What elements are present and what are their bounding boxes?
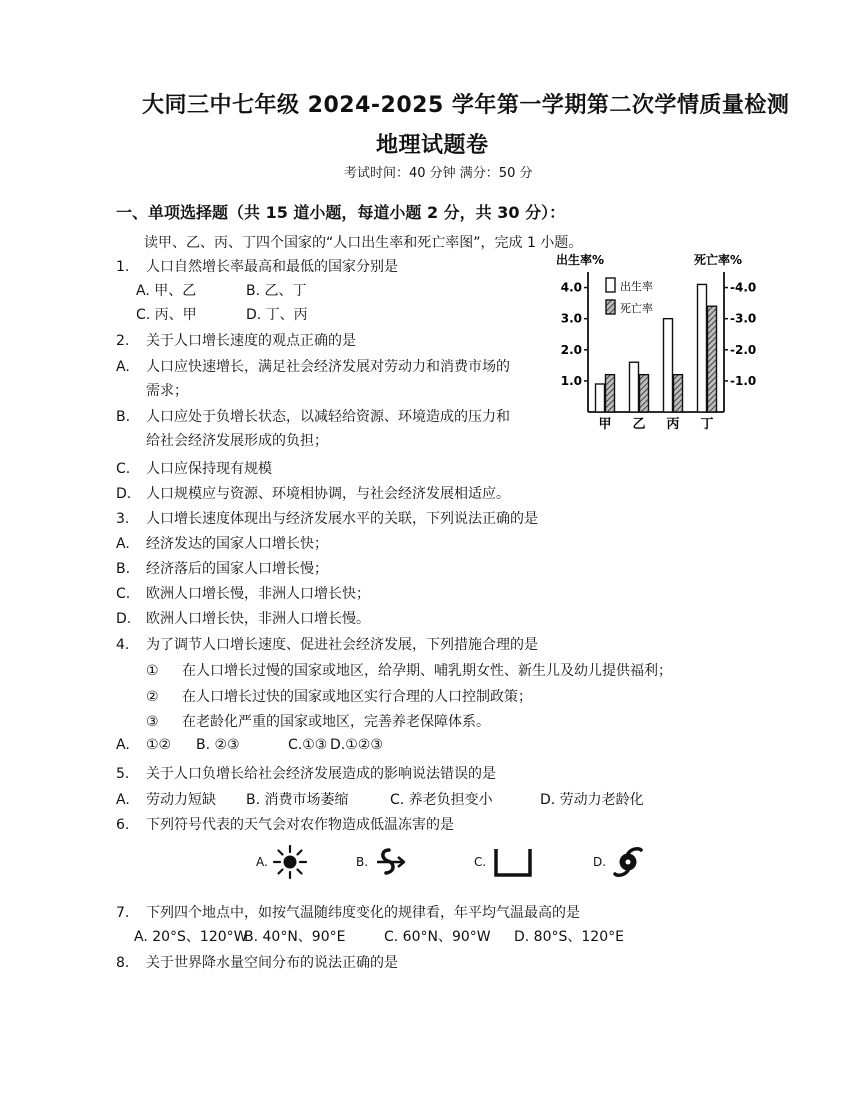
death-rate-bar	[708, 306, 717, 412]
option-text: 人口应保持现有规模	[146, 461, 272, 477]
symbol-label: D.	[593, 855, 607, 869]
option-label: C.	[116, 586, 131, 602]
option-text: ①②	[146, 737, 172, 753]
question-text: 关于人口增长速度的观点正确的是	[146, 333, 356, 349]
q3-option-c	[116, 583, 370, 603]
option-text: 欧洲人口增长快，非洲人口增长慢。	[146, 611, 370, 627]
q2-option-c	[116, 458, 272, 478]
section-heading: 一、单项选择题（共 15 道小题，每道小题 2 分，共 30 分）：	[116, 203, 566, 222]
q4-statement-1	[146, 660, 672, 680]
weather-symbol-c	[474, 845, 535, 879]
birth-rate-bar	[630, 362, 639, 412]
q2-option-a	[116, 356, 510, 376]
q7-option-d: D. 80°S、120°E	[514, 929, 624, 945]
statement-mark: ②	[146, 689, 159, 705]
symbol-label: A.	[256, 855, 268, 869]
q4-option-d: D.①②③	[330, 737, 383, 753]
q4-statement-3	[146, 711, 490, 731]
question-1	[116, 256, 398, 276]
question-6	[116, 814, 454, 834]
q4-option-b: B. ②③	[196, 737, 240, 753]
y-tick-label-left: 1.0	[560, 373, 582, 388]
birth-rate-bar	[664, 319, 673, 412]
birth-death-rate-chart	[548, 250, 764, 436]
statement-text: 在人口增长过慢的国家或地区，给孕期、哺乳期女性、新生儿及幼儿提供福利；	[182, 663, 672, 679]
question-number: 1.	[116, 259, 130, 275]
option-text: 人口规模应与资源、环境相协调，与社会经济发展相适应。	[146, 486, 510, 502]
legend-label: 死亡率	[620, 302, 653, 315]
q5-option-b: B. 消费市场萎缩	[246, 792, 349, 808]
birth-rate-bar	[698, 284, 707, 412]
death-rate-bar	[674, 375, 683, 412]
statement-mark: ③	[146, 714, 159, 730]
x-tick-label: 丙	[666, 417, 680, 432]
weather-symbol-d	[593, 845, 645, 879]
y-tick-label-right: -4.0	[730, 280, 757, 295]
sandstorm-icon	[373, 845, 409, 879]
legend-swatch-death-rate	[606, 300, 615, 314]
q4-statement-2	[146, 686, 532, 706]
question-5	[116, 763, 496, 783]
option-text: 人口应处于负增长状态，以减轻给资源、环境造成的压力和	[146, 409, 510, 425]
q1-option-a: A. 甲、乙	[136, 283, 197, 299]
q7-option-b: B. 40°N、90°E	[244, 929, 346, 945]
question-7	[116, 902, 580, 922]
option-label: A.	[116, 536, 130, 552]
q7-option-c: C. 60°N、90°W	[384, 929, 491, 945]
q2-option-d	[116, 483, 510, 503]
question-2	[116, 330, 356, 350]
q2-option-b-cont: 给社会经济发展形成的负担；	[146, 433, 328, 449]
option-label: A.	[116, 792, 130, 808]
question-number: 6.	[116, 817, 130, 833]
x-tick-label: 丁	[700, 417, 714, 432]
death-rate-bar	[640, 375, 649, 412]
q1-option-c: C. 丙、甲	[136, 307, 197, 323]
question-text: 人口自然增长率最高和最低的国家分别是	[146, 259, 398, 275]
option-label: D.	[116, 486, 132, 502]
option-text: 劳动力短缺	[146, 792, 216, 808]
y-tick-label-left: 3.0	[560, 311, 582, 326]
death-rate-bar	[606, 375, 615, 412]
option-text: 经济落后的国家人口增长慢；	[146, 561, 328, 577]
question-3	[116, 508, 538, 528]
question-text: 下列四个地点中，如按气温随纬度变化的规律看，年平均气温最高的是	[146, 905, 580, 921]
question-4	[116, 634, 538, 654]
option-text: 经济发达的国家人口增长快；	[146, 536, 328, 552]
q1-option-d: D. 丁、丙	[246, 307, 308, 323]
q2-option-b	[116, 406, 510, 426]
symbol-label: C.	[474, 855, 487, 869]
legend-label: 出生率	[620, 280, 653, 293]
y-axis-label-left: 出生率%	[556, 253, 605, 267]
weather-symbol-a	[256, 845, 308, 879]
option-text: 人口应快速增长，满足社会经济发展对劳动力和消费市场的	[146, 359, 510, 375]
x-tick-label: 乙	[632, 417, 646, 432]
sun-icon	[272, 845, 308, 879]
q4-option-c: C.①③	[288, 737, 328, 753]
statement-text: 在人口增长过快的国家或地区实行合理的人口控制政策；	[182, 689, 532, 705]
question-number: 5.	[116, 766, 130, 782]
question-number: 3.	[116, 511, 130, 527]
q3-option-a	[116, 533, 328, 553]
y-tick-label-right: -3.0	[730, 311, 757, 326]
q3-option-b	[116, 558, 328, 578]
x-tick-label: 甲	[598, 417, 612, 432]
q4-option-a	[116, 737, 171, 753]
q2-option-a-cont: 需求；	[146, 383, 188, 399]
option-text: 欧洲人口增长慢，非洲人口增长快；	[146, 586, 370, 602]
question-text: 人口增长速度体现出与经济发展水平的关联，下列说法正确的是	[146, 511, 538, 527]
option-label: A.	[116, 359, 130, 375]
option-label: B.	[116, 409, 131, 425]
y-tick-label-right: -1.0	[730, 373, 757, 388]
exam-title-line2: 地理试题卷	[376, 133, 489, 158]
question-number: 4.	[116, 637, 130, 653]
question-text: 关于人口负增长给社会经济发展造成的影响说法错误的是	[146, 766, 496, 782]
q7-option-a: A. 20°S、120°W	[134, 929, 248, 945]
statement-text: 在老龄化严重的国家或地区，完善养老保障体系。	[182, 714, 490, 730]
question-8	[116, 952, 398, 972]
option-label: A.	[116, 737, 130, 753]
y-tick-label-left: 4.0	[560, 280, 582, 295]
weather-symbol-b	[356, 845, 409, 879]
option-label: B.	[116, 561, 131, 577]
exam-info: 考试时间：40 分钟 满分：50 分	[344, 166, 533, 181]
legend-swatch-birth-rate	[606, 278, 615, 292]
q5-option-c: C. 养老负担变小	[390, 792, 493, 808]
y-tick-label-right: -2.0	[730, 342, 757, 357]
q5-option-a	[116, 789, 216, 809]
option-label: C.	[116, 461, 131, 477]
option-label: D.	[116, 611, 132, 627]
question-text: 下列符号代表的天气会对农作物造成低温冻害的是	[146, 817, 454, 833]
cold-wave-icon	[491, 845, 535, 879]
y-tick-label-left: 2.0	[560, 342, 582, 357]
q5-option-d: D. 劳动力老龄化	[540, 792, 644, 808]
y-axis-label-right: 死亡率%	[694, 253, 743, 267]
q1-option-b: B. 乙、丁	[246, 283, 307, 299]
q3-option-d	[116, 608, 370, 628]
statement-mark: ①	[146, 663, 159, 679]
question-number: 2.	[116, 333, 130, 349]
question-number: 7.	[116, 905, 130, 921]
question-text: 为了调节人口增长速度、促进社会经济发展，下列措施合理的是	[146, 637, 538, 653]
section-intro: 读甲、乙、丙、丁四个国家的“人口出生率和死亡率图”，完成 1 小题。	[144, 235, 583, 251]
question-text: 关于世界降水量空间分布的说法正确的是	[146, 955, 398, 971]
symbol-label: B.	[356, 855, 369, 869]
typhoon-icon	[611, 845, 645, 879]
question-number: 8.	[116, 955, 130, 971]
birth-rate-bar	[596, 384, 605, 412]
exam-title-line1: 大同三中七年级 2024-2025 学年第一学期第二次学情质量检测	[142, 93, 790, 118]
